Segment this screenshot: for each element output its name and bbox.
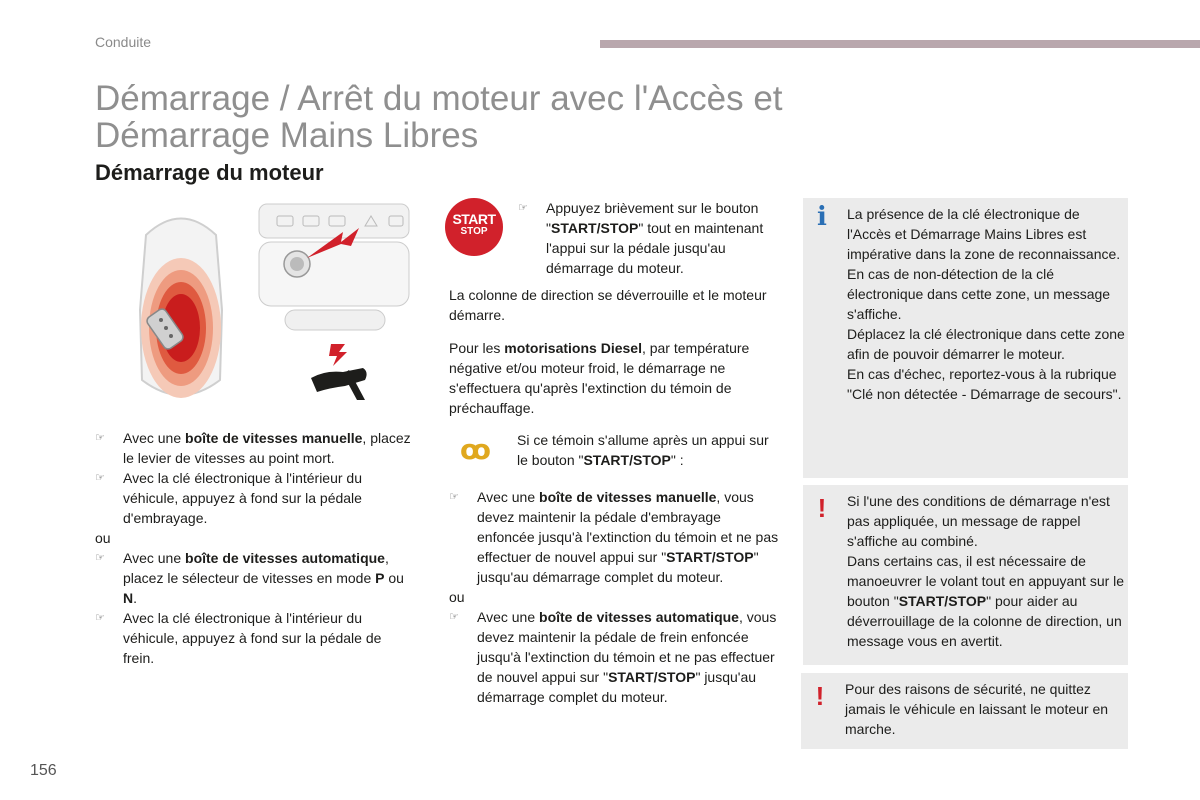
text: Avec une bbox=[477, 489, 540, 505]
list-item-press bbox=[518, 198, 778, 278]
or-separator: ou bbox=[449, 589, 465, 605]
text: Si ce témoin s'allume après un appui sur le bouton " bbox=[517, 432, 769, 468]
warning-icon: ! bbox=[817, 493, 827, 523]
preheat-indicator-icon: ꝏ bbox=[460, 434, 491, 465]
text: Si l'une des conditions de démarrage n'est pas appliquée, un message de rappel s'affiche au combiné. Dans certains cas, il est nécessaire de manoeuvrer le volant tout en appuyant sur le bouton " bbox=[847, 493, 1125, 609]
press-instruction bbox=[518, 198, 778, 278]
start-stop-icon bbox=[445, 198, 503, 256]
middle-list bbox=[449, 487, 779, 707]
text: " tout en maintenant l'appui sur la pédale jusqu'au démarrage du moteur. bbox=[546, 220, 764, 276]
text: " jusqu'au démarrage complet du moteur. bbox=[477, 549, 759, 585]
bold-text: START/STOP bbox=[608, 669, 696, 685]
bullet-icon: ☞ bbox=[518, 202, 528, 214]
list-item-automatic bbox=[449, 607, 779, 707]
warning-text bbox=[847, 491, 1125, 651]
info-icon: i bbox=[817, 202, 827, 232]
column-unlock-text: La colonne de direction se déverrouille et le moteur démarre. bbox=[449, 287, 767, 323]
list-item-clutch bbox=[95, 468, 415, 528]
info-text: La présence de la clé électronique de l'Accès et Démarrage Mains Libres est impérative dans la zone de reconnaissance. En cas de non-détection de la clé électronique dans cette zone, un message s'affiche. Déplacez la clé électronique dans cette zone afin de pouvoir démarrer le moteur. En cas d'échec, reportez-vous à la rubrique "Clé non détectée - Démarrage de secours". bbox=[847, 206, 1125, 402]
diesel-text bbox=[449, 338, 779, 418]
car-detection-zone-illustration bbox=[128, 210, 234, 405]
bold-text: START/STOP bbox=[898, 593, 987, 609]
bullet-icon: ☞ bbox=[95, 472, 105, 484]
safety-text: Pour des raisons de sécurité, ne quittez jamais le véhicule en laissant le moteur en marche. bbox=[845, 681, 1109, 737]
text: . bbox=[133, 590, 138, 606]
left-column-text bbox=[95, 428, 415, 668]
text: , placez le levier de vitesses au point mort. bbox=[123, 430, 411, 466]
text: " jusqu'au démarrage complet du moteur. bbox=[477, 669, 757, 705]
bold-text: boîte de vitesses automatique bbox=[539, 609, 739, 625]
or-separator: ou bbox=[95, 530, 111, 546]
dashboard-button-illustration bbox=[255, 198, 415, 333]
foot-pedal-illustration bbox=[305, 342, 375, 402]
text: Avec la clé électronique à l'intérieur du véhicule, appuyez à fond sur la pédale d'embrayage. bbox=[123, 470, 362, 526]
text: , vous devez maintenir la pédale de frein enfoncée jusqu'à l'extinction du témoin et ne pas effectuer de nouvel appui sur " bbox=[477, 609, 777, 685]
section-label: Conduite bbox=[95, 34, 152, 50]
bullet-icon: ☞ bbox=[95, 432, 105, 444]
bold-text: START/STOP bbox=[550, 220, 639, 236]
header-bar bbox=[600, 40, 1200, 48]
mode-n: N bbox=[123, 590, 134, 606]
warning-note-safety bbox=[801, 673, 1128, 749]
bullet-icon: ☞ bbox=[449, 611, 459, 623]
bold-text: START/STOP bbox=[583, 452, 671, 468]
list-item-brake bbox=[95, 608, 415, 668]
bullet-icon: ☞ bbox=[449, 491, 459, 503]
stop-label: STOP bbox=[460, 226, 488, 237]
text: " pour aider au déverrouillage de la colonne de direction, un message vous en avertit. bbox=[847, 593, 1122, 649]
info-note bbox=[803, 198, 1128, 478]
text: " : bbox=[670, 452, 684, 468]
text: , par température négative et/ou moteur froid, le démarrage ne s'effectuera qu'après l'extinction du témoin de préchauffage. bbox=[449, 340, 750, 416]
text: Avec une bbox=[123, 430, 186, 446]
page-title: Démarrage / Arrêt du moteur avec l'Accès et Démarrage Mains Libres bbox=[95, 79, 783, 155]
bold-text: boîte de vitesses manuelle bbox=[185, 430, 363, 446]
warning-icon: ! bbox=[815, 681, 825, 711]
mode-p: P bbox=[375, 570, 385, 586]
text: , placez le sélecteur de vitesses en mode bbox=[123, 550, 389, 586]
bold-text: boîte de vitesses automatique bbox=[185, 550, 385, 566]
text: Avec la clé électronique à l'intérieur du véhicule, appuyez à fond sur la pédale de frein. bbox=[123, 610, 382, 666]
text: Avec une bbox=[123, 550, 186, 566]
text: , vous devez maintenir la pédale d'embrayage enfoncée jusqu'à l'extinction du témoin et ne pas effectuer de nouvel appui sur " bbox=[477, 489, 779, 565]
text: ou bbox=[384, 570, 404, 586]
bullet-icon: ☞ bbox=[95, 612, 105, 624]
bullet-icon: ☞ bbox=[95, 552, 105, 564]
bold-text: motorisations Diesel bbox=[504, 340, 642, 356]
section-subtitle: Démarrage du moteur bbox=[95, 160, 324, 185]
warning-note-conditions bbox=[803, 485, 1128, 665]
text: Pour les bbox=[449, 340, 505, 356]
page-number: 156 bbox=[30, 762, 57, 779]
bold-text: boîte de vitesses manuelle bbox=[539, 489, 717, 505]
list-item-manual-gearbox bbox=[95, 428, 415, 468]
list-item-automatic-gearbox bbox=[95, 548, 415, 608]
start-label: START bbox=[452, 211, 496, 227]
text: Appuyez brièvement sur le bouton " bbox=[546, 200, 759, 236]
text: Avec une bbox=[477, 609, 540, 625]
list-item-manual bbox=[449, 487, 779, 587]
bold-text: START/STOP bbox=[666, 549, 754, 565]
lamp-text bbox=[517, 430, 779, 470]
